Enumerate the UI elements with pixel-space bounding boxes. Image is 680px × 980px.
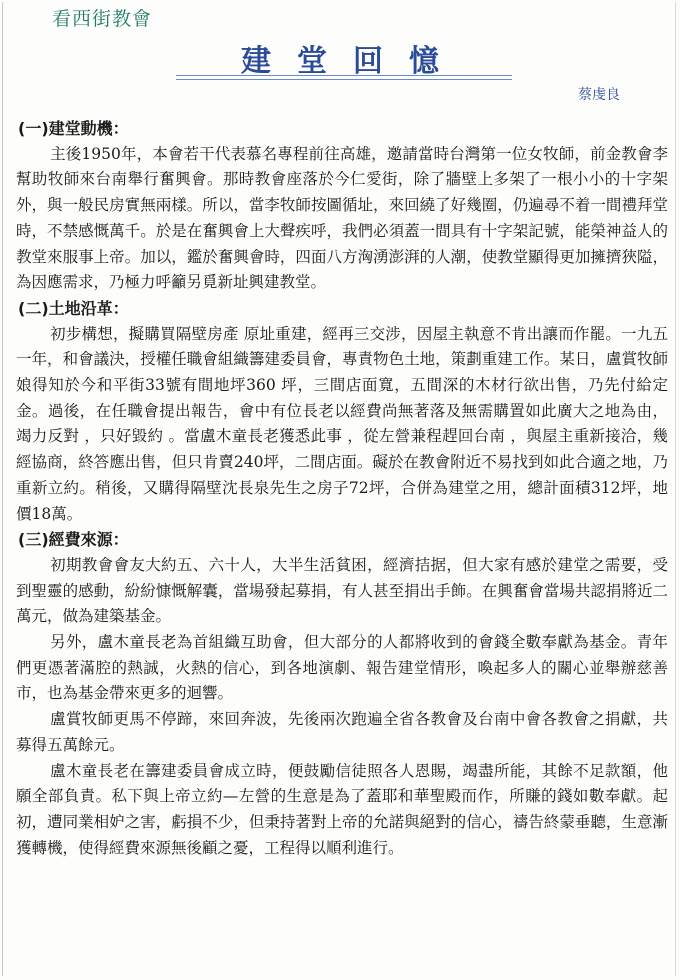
- page-title: 建堂回憶: [241, 44, 465, 79]
- article-body: [16, 116, 668, 861]
- author-name: 蔡虔良: [578, 87, 620, 103]
- section-funding: [16, 527, 668, 861]
- paragraph: 主後1950年，本會若干代表慕名專程前往高雄，邀請當時台灣第一位女牧師，前金教會李幫助牧師來台南舉行奮興會。那時教會座落於今仁愛街，除了牆壁上多架了一根小小的十字架外，與一般民房實無兩樣。所以，當李牧師按圖循址，來回繞了好幾圈，仍遍尋不着一間禮拜堂時，不禁感慨萬千。於是在奮興會上大聲疾呼，我們必須蓋一間具有十字架記號，能榮神益人的教堂來服事上帝。加以，鑑於奮興會時，四面八方洶湧澎湃的人潮，使教堂顯得更加擁擠狹隘，為因應需求，乃極力呼籲另覓新址興建教堂。: [16, 144, 668, 292]
- section-motivation: [16, 116, 668, 296]
- paragraph: 盧木童長老在籌建委員會成立時，便鼓勵信徒照各人恩賜，竭盡所能，其餘不足款額，他願全部負責。私下與上帝立約—左營的生意是為了蓋耶和華聖殿而作，所賺的錢如數奉獻。起初，遭同業相妒之害，虧損不少，但秉持著對上帝的允諾與絕對的信心，禱告終蒙垂聽，生意漸獲轉機，使得經費來源無後顧之憂，工程得以順利進行。: [16, 761, 668, 857]
- paragraph: 初期教會會友大約五、六十人，大半生活貧困，經濟拮据，但大家有感於建堂之需要，受到聖靈的感動，紛紛慷慨解囊，當場發起募捐，有人甚至捐出手飾。在興奮會當場共認捐將近二萬元，做為建築基金。: [16, 555, 668, 626]
- paragraph: 初步構想，擬購買隔壁房產 原址重建，經再三交涉，因屋主執意不肯出讓而作罷。一九五一年，和會議決，授權任職會組織籌建委員會，專責物色土地，策劃重建工作。某日，盧賞牧師娘得知於今和平街33號有間地坪360 坪，三間店面寬，五間深的木材行欲出售，乃先付給定金。過後，在任職會提出報告，會中有位長老以經費尚無著落及無需購置如此廣大之地為由， 竭力反對 ，只好毀約 。當盧木童長老獲悉此事 ，從左營兼程趕回台南 ，與屋主重新接洽，幾經協商，終答應出售，但只肯賣240坪，二間店面。礙於在教會附近不易找到如此合適之地，乃重新立約。稍後，又購得隔壁沈長泉先生之房子72坪，合併為建堂之用，總計面積312坪，地價18萬。: [16, 324, 668, 523]
- section-land-history: [16, 296, 668, 527]
- section-heading: (二)土地沿革：: [18, 298, 129, 318]
- title-underline: [176, 79, 512, 80]
- title-underline: [176, 75, 512, 76]
- paragraph: 另外，盧木童長老為首組織互助會，但大部分的人都將收到的會錢全數奉獻為基金。青年們更憑著滿腔的熱誠，火熱的信心，到各地演劇、報告建堂情形，喚起多人的關心並舉辦慈善市，也為基金帶來更多的迴響。: [16, 633, 668, 703]
- church-name: 看西街教會: [52, 8, 153, 30]
- section-heading: (三)經費來源：: [18, 530, 129, 550]
- section-heading: (一)建堂動機：: [18, 119, 129, 138]
- paragraph: 盧賞牧師更馬不停蹄，來回奔波，先後兩次跑遍全省各教會及台南中會各教會之捐獻，共募得五萬餘元。: [16, 710, 668, 754]
